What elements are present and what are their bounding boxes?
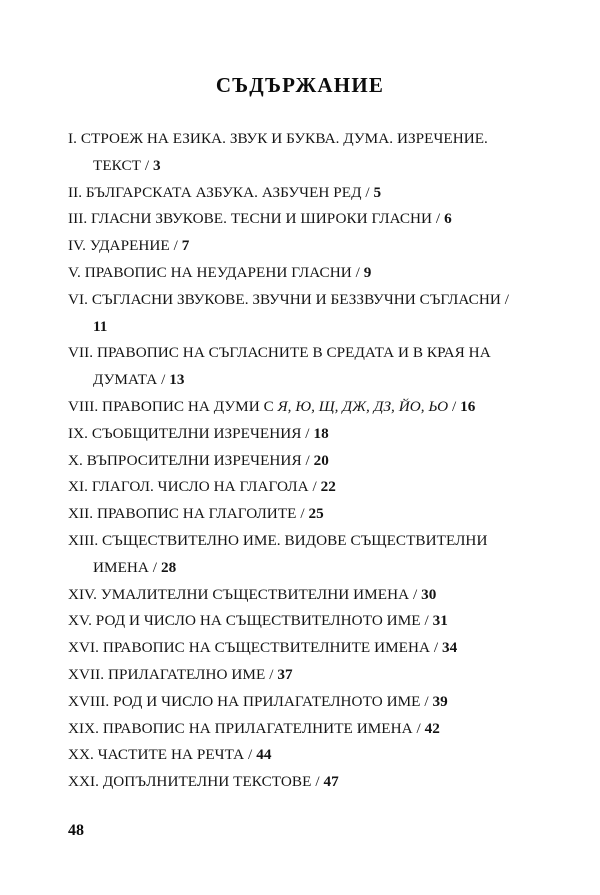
page-title: СЪДЪРЖАНИЕ bbox=[215, 73, 385, 97]
toc-entry-page-number: 28 bbox=[160, 558, 177, 576]
toc-entry-label: ПРАВОПИС НА ГЛАГОЛИТЕ bbox=[96, 505, 297, 523]
toc-entry[interactable] bbox=[68, 260, 520, 287]
toc-entry-label: ПРАВОПИС НА СЪЩЕСТВИТЕЛНИТЕ ИМЕНА bbox=[102, 639, 431, 657]
toc-entry-page-number: 47 bbox=[323, 773, 339, 791]
toc-entry-numeral: XII. bbox=[68, 505, 94, 523]
toc-entry-page-number: 44 bbox=[256, 746, 272, 764]
toc-entry-page-number: 34 bbox=[442, 639, 458, 657]
toc-entry-separator: / bbox=[152, 558, 158, 576]
toc-entry-separator: / bbox=[315, 773, 320, 791]
toc-entry[interactable] bbox=[68, 608, 520, 635]
toc-entry[interactable] bbox=[68, 474, 520, 501]
toc-entry[interactable] bbox=[68, 528, 520, 582]
toc-entry-label: ГЛАСНИ ЗВУКОВЕ. ТЕСНИ И ШИРОКИ ГЛАСНИ bbox=[91, 210, 433, 228]
toc-entry-separator: / bbox=[300, 505, 305, 523]
toc-entry-separator: / bbox=[365, 183, 370, 201]
toc-entry-numeral: XVII. bbox=[68, 665, 105, 683]
toc-entry-label: РОД И ЧИСЛО НА СЪЩЕСТВИТЕЛНОТО ИМЕ bbox=[95, 612, 421, 630]
toc-entry-label: УМАЛИТЕЛНИ СЪЩЕСТВИТЕЛНИ ИМЕНА bbox=[100, 585, 410, 603]
toc-entry-label: БЪЛГАРСКАТА АЗБУКА. АЗБУЧЕН РЕД bbox=[85, 183, 362, 201]
toc-entry-separator: / bbox=[173, 237, 178, 255]
table-of-contents-list bbox=[68, 126, 520, 796]
toc-entry-page-number: 9 bbox=[363, 263, 372, 281]
toc-entry-numeral: VIII. bbox=[68, 397, 99, 415]
toc-entry-page-number: 13 bbox=[169, 371, 185, 389]
toc-entry-numeral: VI. bbox=[68, 290, 88, 308]
toc-entry[interactable] bbox=[68, 287, 520, 341]
toc-entry[interactable] bbox=[68, 340, 520, 394]
toc-entry-numeral: VII. bbox=[68, 344, 94, 362]
toc-entry-numeral: XIII. bbox=[68, 531, 99, 549]
toc-entry-separator: / bbox=[435, 210, 441, 228]
toc-entry-numeral: IX. bbox=[68, 424, 88, 442]
toc-entry-page-number: 20 bbox=[313, 451, 329, 469]
toc-entry-page-number: 6 bbox=[444, 210, 452, 228]
toc-entry-numeral: XVIII. bbox=[68, 692, 110, 710]
toc-entry-page-number: 42 bbox=[424, 719, 440, 737]
toc-entry-numeral: XVI. bbox=[68, 639, 99, 657]
toc-entry-page-number: 37 bbox=[277, 665, 293, 683]
toc-entry-italic-letters: Я, Ю, Щ, ДЖ, ДЗ, ЙО, ЬО bbox=[277, 397, 449, 415]
toc-entry-label: ГЛАГОЛ. ЧИСЛО НА ГЛАГОЛА bbox=[91, 478, 309, 496]
toc-entry-label: ПРАВОПИС НА ПРИЛАГАТЕЛНИТЕ ИМЕНА bbox=[102, 719, 413, 737]
toc-entry[interactable] bbox=[68, 689, 520, 716]
toc-entry[interactable] bbox=[68, 448, 520, 475]
toc-entry-page-number: 25 bbox=[308, 505, 324, 523]
toc-entry-numeral: XXI. bbox=[68, 773, 99, 791]
toc-entry-separator: / bbox=[248, 746, 253, 764]
toc-entry-page-number: 16 bbox=[460, 397, 476, 415]
toc-entry-numeral: I. bbox=[68, 130, 77, 147]
toc-entry-label: СЪОБЩИТЕЛНИ ИЗРЕЧЕНИЯ bbox=[91, 424, 302, 442]
toc-entry-separator: / bbox=[412, 585, 418, 603]
toc-entry-numeral: XIV. bbox=[68, 585, 98, 603]
toc-entry-separator: / bbox=[305, 451, 310, 469]
toc-entry-label: ПРАВОПИС НА НЕУДАРЕНИ ГЛАСНИ bbox=[84, 263, 352, 281]
toc-entry-numeral: IV. bbox=[68, 237, 87, 255]
toc-entry-label: СЪГЛАСНИ ЗВУКОВЕ. ЗВУЧНИ И БЕЗЗВУЧНИ СЪГЛАСНИ bbox=[91, 290, 501, 308]
toc-entry-separator: / bbox=[144, 156, 150, 174]
toc-entry-numeral: V. bbox=[68, 263, 81, 281]
toc-entry-separator: / bbox=[305, 424, 310, 442]
toc-entry-page-number: 7 bbox=[181, 237, 190, 255]
toc-entry[interactable] bbox=[68, 233, 520, 260]
toc-entry-label: ПРИЛАГАТЕЛНО ИМЕ bbox=[107, 665, 266, 683]
toc-entry-numeral: XX. bbox=[68, 746, 94, 764]
toc-entry-page-number: 18 bbox=[313, 424, 329, 442]
toc-entry-separator: / bbox=[312, 478, 317, 496]
toc-entry[interactable] bbox=[68, 394, 520, 421]
toc-entry-label: СЪЩЕСТВИТЕЛНО ИМЕ. ВИДОВЕ СЪЩЕСТВИТЕЛНИ ИМЕНА bbox=[93, 531, 488, 576]
toc-entry-separator: / bbox=[269, 665, 274, 683]
toc-entry-label: СТРОЕЖ НА ЕЗИКА. ЗВУК И БУКВА. ДУМА. ИЗРЕЧЕНИЕ. ТЕКСТ bbox=[80, 130, 488, 174]
toc-entry-page-number: 3 bbox=[152, 156, 161, 174]
toc-entry-label: ПРАВОПИС НА СЪГЛАСНИТЕ В СРЕДАТА И В КРАЯ НА ДУМАТА bbox=[93, 344, 491, 389]
toc-entry-page-number: 39 bbox=[432, 692, 448, 710]
toc-entry-page-number: 22 bbox=[320, 478, 336, 496]
toc-entry-numeral: XIX. bbox=[68, 719, 99, 737]
toc-entry-numeral: XV. bbox=[68, 612, 92, 630]
toc-entry[interactable] bbox=[68, 180, 520, 207]
toc-entry[interactable] bbox=[68, 126, 520, 180]
toc-entry[interactable] bbox=[68, 635, 520, 662]
toc-entry-separator: / bbox=[451, 397, 457, 415]
toc-entry-separator: / bbox=[424, 692, 429, 710]
toc-entry-page-number: 5 bbox=[373, 183, 382, 201]
toc-entry[interactable] bbox=[68, 742, 520, 769]
toc-entry[interactable] bbox=[68, 421, 520, 448]
toc-entry-numeral: XI. bbox=[68, 478, 88, 496]
toc-entry-separator: / bbox=[433, 639, 439, 657]
toc-entry-separator: / bbox=[424, 612, 429, 630]
toc-entry[interactable] bbox=[68, 206, 520, 233]
toc-entry[interactable] bbox=[68, 582, 520, 609]
toc-entry-page-number: 11 bbox=[93, 317, 108, 335]
toc-entry-separator: / bbox=[416, 719, 421, 737]
toc-entry-label: УДАРЕНИЕ bbox=[89, 237, 170, 255]
page-folio-number: 48 bbox=[68, 822, 84, 839]
toc-entry-label: ВЪПРОСИТЕЛНИ ИЗРЕЧЕНИЯ bbox=[86, 451, 302, 469]
toc-entry[interactable] bbox=[68, 716, 520, 743]
toc-entry-separator: / bbox=[504, 290, 510, 308]
toc-entry-numeral: III. bbox=[68, 210, 88, 228]
toc-entry-numeral: X. bbox=[68, 451, 83, 469]
toc-entry[interactable] bbox=[68, 769, 520, 796]
toc-entry-label: РОД И ЧИСЛО НА ПРИЛАГАТЕЛНОТО ИМЕ bbox=[113, 692, 421, 710]
toc-entry-label: ДОПЪЛНИТЕЛНИ ТЕКСТОВЕ bbox=[102, 773, 312, 791]
toc-entry-label: ЧАСТИТЕ НА РЕЧТА bbox=[97, 746, 245, 764]
toc-entry-label: ПРАВОПИС НА ДУМИ С bbox=[102, 397, 274, 415]
toc-entry[interactable] bbox=[68, 501, 520, 528]
toc-entry-separator: / bbox=[355, 263, 360, 281]
toc-entry[interactable] bbox=[68, 662, 520, 689]
toc-entry-page-number: 31 bbox=[432, 612, 448, 630]
toc-entry-numeral: II. bbox=[68, 183, 83, 201]
toc-entry-separator: / bbox=[161, 371, 166, 389]
toc-entry-page-number: 30 bbox=[421, 585, 437, 603]
